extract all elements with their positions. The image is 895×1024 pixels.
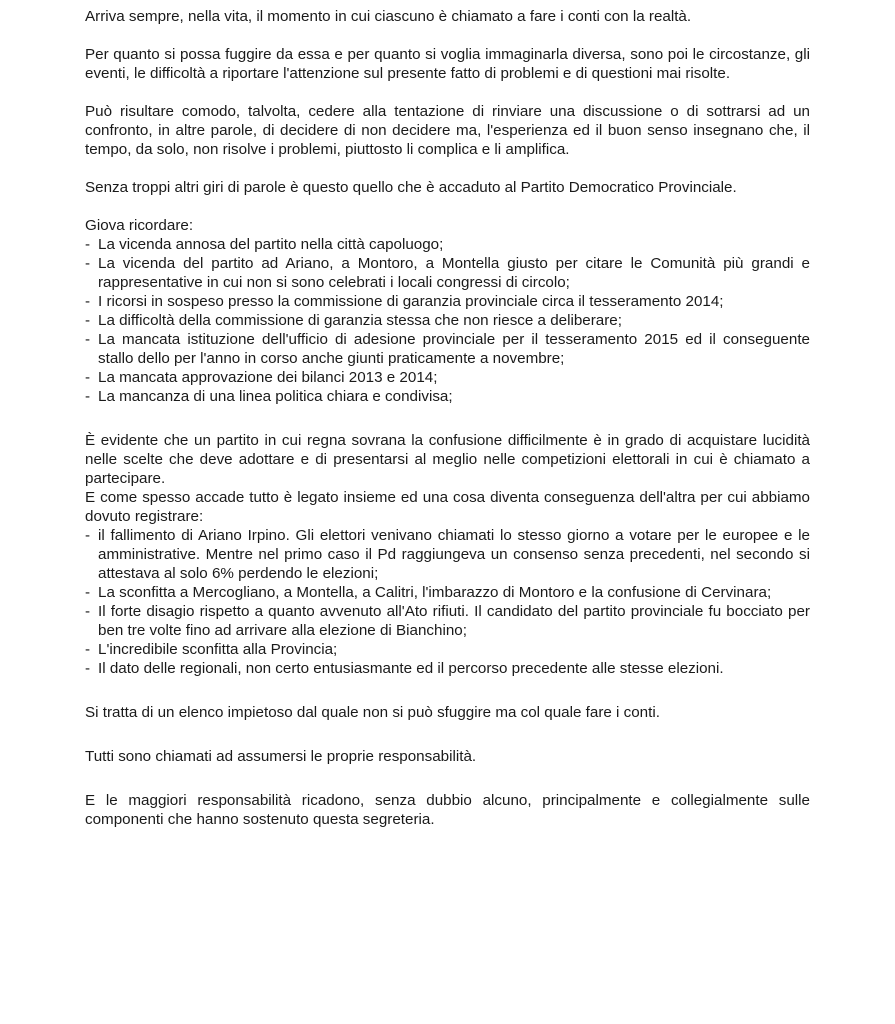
paragraph-elenco: Si tratta di un elenco impietoso dal quale non si può sfuggire ma col quale fare i conti. [85, 704, 660, 721]
list-item-text: La sconfitta a Mercogliano, a Montella, a Calitri, l'imbarazzo di Montoro e la confusione di Cervinara; [98, 584, 772, 601]
list-dash: - [85, 293, 91, 310]
paragraph-confusione: È evidente che un partito in cui regna sovrana la confusione difficilmente è in grado di acquistare lucidità nelle scelte che deve adottare e di presentarsi al meglio nelle competizioni elettorali in cui è chiamato a partecipare. [85, 432, 810, 487]
list-item-text: I ricorsi in sospeso presso la commissione di garanzia provinciale circa il tesseramento 2014; [98, 293, 724, 310]
paragraph-partito: Senza troppi altri giri di parole è questo quello che è accaduto al Partito Democratico Provinciale. [85, 179, 737, 196]
list-dash: - [85, 660, 91, 677]
list-item [85, 659, 810, 678]
list-item [85, 292, 810, 311]
list-dash: - [85, 331, 91, 348]
list-dash: - [85, 584, 91, 601]
paragraph-responsabilita: Tutti sono chiamati ad assumersi le proprie responsabilità. [85, 748, 477, 765]
list-item [85, 254, 810, 292]
list-item [85, 526, 810, 583]
list-item [85, 330, 810, 368]
paragraph-segreteria: E le maggiori responsabilità ricadono, senza dubbio alcuno, principalmente e collegialmente sulle componenti che hanno sostenuto questa segreteria. [85, 792, 810, 828]
list-item-text: L'incredibile sconfitta alla Provincia; [98, 641, 338, 658]
list-item-text: La vicenda annosa del partito nella città capoluogo; [98, 236, 444, 253]
document-page [85, 0, 810, 829]
list-item [85, 311, 810, 330]
list-dash: - [85, 369, 91, 386]
list-item-text: Il forte disagio rispetto a quanto avvenuto all'Ato rifiuti. Il candidato del partito provinciale fu bocciato per ben tre volte fino ad arrivare alla elezione di Bianchino; [98, 603, 810, 639]
list-item [85, 368, 810, 387]
list-item-text: La difficoltà della commissione di garanzia stessa che non riesce a deliberare; [98, 312, 622, 329]
list-item [85, 640, 810, 659]
list-item [85, 387, 810, 406]
list-dash: - [85, 641, 91, 658]
paragraph-intro: Arriva sempre, nella vita, il momento in cui ciascuno è chiamato a fare i conti con la realtà. [85, 8, 692, 25]
paragraph-giova: Giova ricordare: [85, 217, 194, 234]
list-dash: - [85, 603, 91, 620]
list-item-text: La mancata istituzione dell'ufficio di adesione provinciale per il tesseramento 2015 ed il conseguente stallo dello per l'anno in corso anche giunti praticamente a novembre; [98, 331, 810, 367]
list-dash: - [85, 312, 91, 329]
list-dash: - [85, 388, 91, 405]
list-item-text: La vicenda del partito ad Ariano, a Montoro, a Montella giusto per citare le Comunità più grandi e rappresentative in cui non si sono celebrati i locali congressi di circolo; [98, 255, 810, 291]
list-item-text: il fallimento di Ariano Irpino. Gli elettori venivano chiamati lo stesso giorno a votare per le europee e le amministrative. Mentre nel primo caso il Pd raggiungeva un consenso senza precedenti, nel secondo si attestava al solo 6% perdendo le elezioni; [98, 527, 810, 582]
list-item-text: Il dato delle regionali, non certo entusiasmante ed il percorso precedente alle stesse elezioni. [98, 660, 724, 677]
list-dash: - [85, 255, 91, 272]
list-item-text: La mancata approvazione dei bilanci 2013 e 2014; [98, 369, 438, 386]
paragraph-conseguenza: E come spesso accade tutto è legato insieme ed una cosa diventa conseguenza dell'altra per cui abbiamo dovuto registrare: [85, 489, 810, 525]
list-item [85, 235, 810, 254]
list-issues [85, 235, 810, 406]
list-item [85, 583, 810, 602]
paragraph-circumstances: Per quanto si possa fuggire da essa e per quanto si voglia immaginarla diversa, sono poi le circostanze, gli eventi, le difficoltà a riportare l'attenzione sul presente fatto di problemi e di questioni mai risolte. [85, 46, 810, 82]
paragraph-postpone: Può risultare comodo, talvolta, cedere alla tentazione di rinviare una discussione o di sottrarsi ad un confronto, in altre parole, di decidere di non decidere ma, l'esperienza ed il buon senso insegnano che, il tempo, da solo, non risolve i problemi, piuttosto li complica e li amplifica. [85, 103, 810, 158]
list-dash: - [85, 236, 91, 253]
list-item-text: La mancanza di una linea politica chiara e condivisa; [98, 388, 453, 405]
list-item [85, 602, 810, 640]
list-results [85, 526, 810, 678]
list-dash: - [85, 527, 91, 544]
